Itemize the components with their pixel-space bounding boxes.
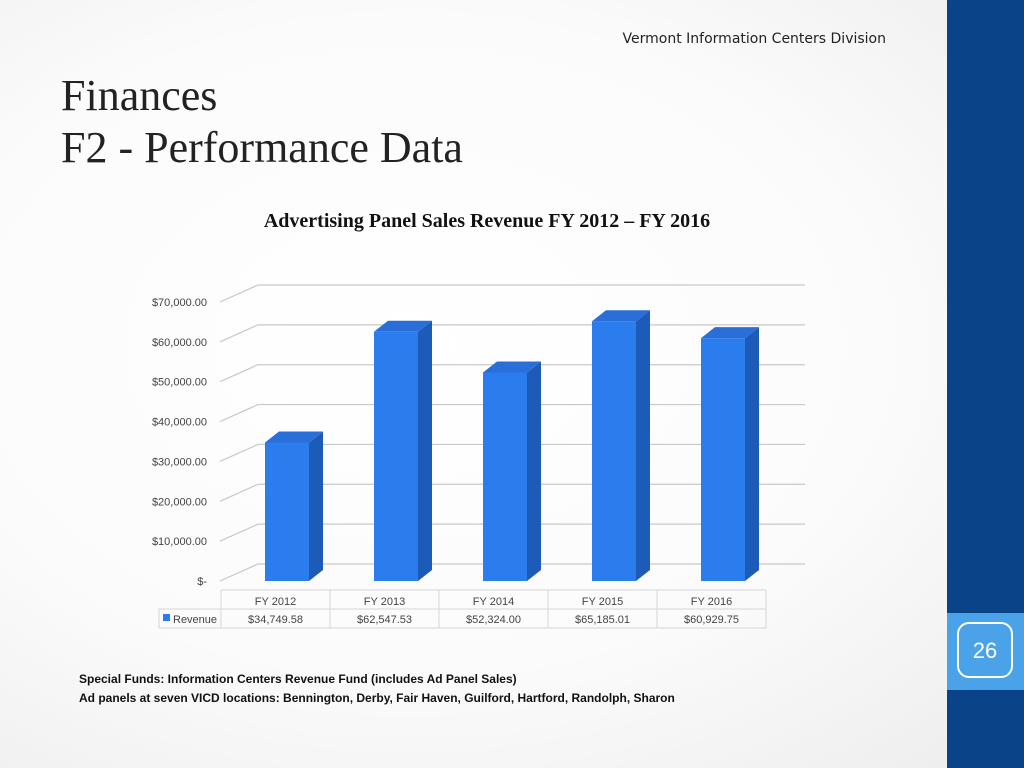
title-line-1: Finances [61, 71, 218, 120]
y-tick-label: $40,000.00 [151, 416, 207, 429]
y-tick-label: $10,000.00 [151, 536, 207, 549]
organization-header: Vermont Information Centers Division [622, 31, 886, 47]
bar-fy-2014 [483, 361, 541, 581]
y-tick-label: $- [197, 576, 207, 588]
title-line-2: F2 - Performance Data [61, 123, 463, 172]
bar-side [636, 310, 650, 581]
data-value-label: $60,929.75 [683, 614, 740, 626]
bar [483, 372, 527, 581]
bar-side [745, 327, 759, 581]
x-category-label: FY 2013 [363, 596, 406, 608]
bar-fy-2013 [374, 321, 432, 581]
footer-notes [79, 670, 675, 708]
gridline-side [220, 564, 258, 581]
gridline-side [220, 484, 258, 501]
gridline-side [220, 405, 258, 422]
page-number: 26 [972, 638, 998, 663]
legend-swatch [163, 614, 170, 621]
chart-title: Advertising Panel Sales Revenue FY 2012 – FY 2016 [263, 210, 711, 232]
y-tick-label: $70,000.00 [151, 297, 207, 309]
gridline-side [220, 285, 258, 302]
gridline-side [220, 524, 258, 541]
bar [592, 321, 636, 581]
bar-side [309, 431, 323, 581]
bar-side [418, 321, 432, 581]
gridline-side [220, 365, 258, 382]
x-category-label: FY 2014 [472, 596, 515, 608]
y-tick-label: $30,000.00 [151, 456, 207, 469]
data-value-label: $34,749.58 [247, 614, 304, 626]
bar [701, 338, 745, 581]
x-category-label: FY 2015 [581, 596, 624, 608]
footer-line-1: Special Funds: Information Centers Revenue Fund (includes Ad Panel Sales) [79, 672, 517, 686]
data-value-label: $52,324.00 [465, 614, 522, 626]
bar-fy-2012 [265, 431, 323, 581]
footer-line-2: Ad panels at seven VICD locations: Bennington, Derby, Fair Haven, Guilford, Hartford, Randolph, Sharon [79, 691, 675, 705]
bar-fy-2016 [701, 327, 759, 581]
gridline-side [220, 325, 258, 342]
bar [374, 332, 418, 581]
x-category-label: FY 2016 [690, 596, 733, 608]
x-category-label: FY 2012 [254, 596, 297, 608]
data-value-label: $65,185.01 [574, 614, 631, 626]
gridline-side [220, 444, 258, 461]
bar [265, 442, 309, 581]
data-value-label: $62,547.53 [356, 614, 413, 626]
y-tick-label: $50,000.00 [151, 376, 207, 389]
bar-side [527, 361, 541, 581]
y-tick-label: $20,000.00 [151, 496, 207, 509]
y-tick-label: $60,000.00 [151, 336, 207, 349]
legend-series-name: Revenue [173, 614, 218, 626]
bar-fy-2015 [592, 310, 650, 581]
